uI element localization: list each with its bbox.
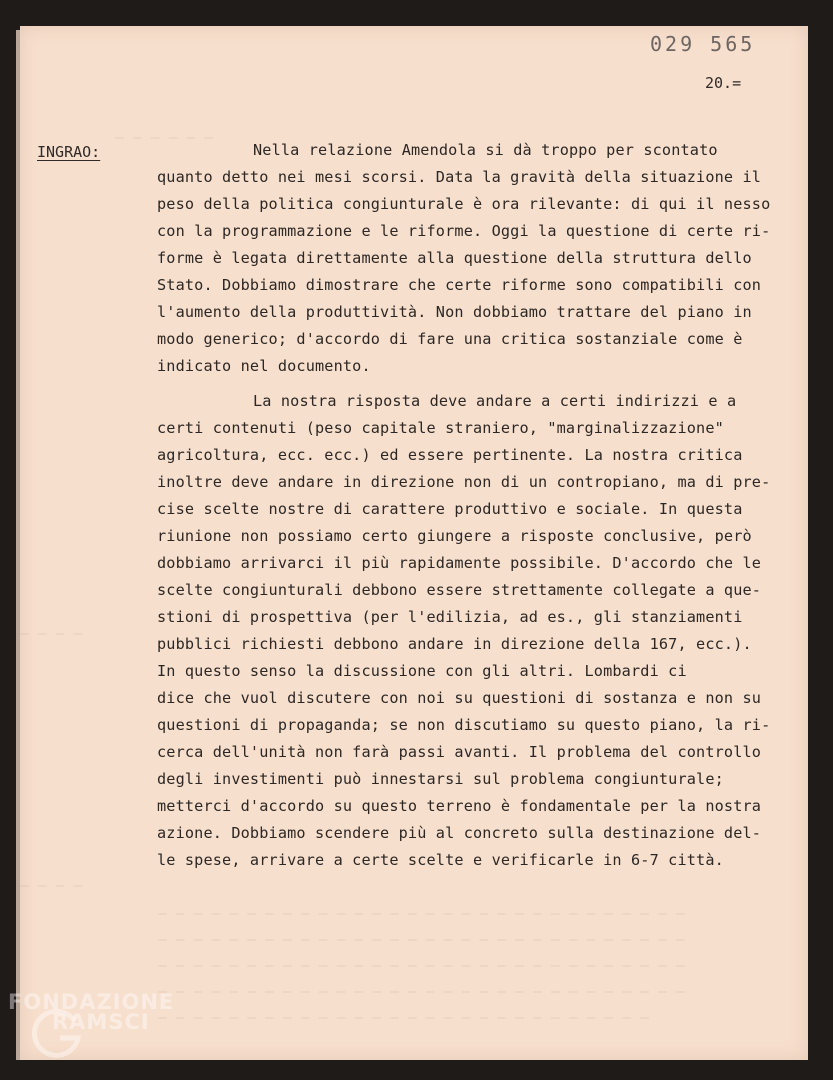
page-number: 20.= [705, 74, 742, 92]
body-line: dobbiamo arrivarci il più rapidamente possibile. D'accordo che le [157, 554, 762, 572]
body-line: le spese, arrivare a certe scelte e verificarle in 6-7 città. [157, 851, 724, 869]
fondazione-gramsci-watermark [8, 990, 218, 1060]
body-line: dice che vuol discutere con noi su questioni di sostanza e non su [157, 689, 762, 707]
body-line: indicato nel documento. [157, 357, 371, 375]
body-line: certi contenuti (peso capitale straniero, "marginalizzazione" [157, 419, 724, 437]
body-line: cerca dell'unità non farà passi avanti. Il problema del controllo [157, 743, 762, 761]
body-line: In questo senso la discussione con gli altri. Lombardi ci [157, 662, 687, 680]
watermark-line-1: FONDAZIONE [8, 990, 175, 1014]
body-line: l'aumento della produttività. Non dobbiamo trattare del piano in [157, 303, 752, 321]
body-line: pubblici richiesti debbono andare in direzione della 167, ecc.). [157, 635, 752, 653]
body-line: con la programmazione e le riforme. Oggi la questione di certe ri- [157, 222, 771, 240]
body-line: azione. Dobbiamo scendere più al concreto sulla destinazione del- [157, 824, 762, 842]
body-line: inoltre deve andare in direzione non di un contropiano, ma di pre- [157, 473, 771, 491]
body-line: forme è legata direttamente alla questione della struttura dello [157, 249, 752, 267]
bleed-through-mark: — — — — [20, 878, 83, 894]
bleed-through-mark: — — — — — — — — — — — — — — — — — — — — — — — — — — — — — — [158, 906, 685, 922]
body-line: degli investimenti può innestarsi sul problema congiunturale; [157, 770, 724, 788]
watermark-line-2: RAMSCI [52, 1010, 150, 1034]
body-line: La nostra risposta deve andare a certi indirizzi e a [253, 392, 737, 410]
body-line: modo generico; d'accordo di fare una critica sostanziale come è [157, 330, 743, 348]
body-line: questioni di propaganda; se non discutiamo su questo piano, la ri- [157, 716, 771, 734]
body-line: riunione non possiamo certo giungere a risposte conclusive, però [157, 527, 752, 545]
bleed-through-mark: — — — — — — — — — — — — — — — — — — — — — — — — — — — — — — [158, 932, 685, 948]
body-line: quanto detto nei mesi scorsi. Data la gravità della situazione il [157, 168, 762, 186]
body-line: scelte congiunturali debbono essere strettamente collegate a que- [157, 581, 762, 599]
body-line: metterci d'accordo su questo terreno è fondamentale per la nostra [157, 797, 762, 815]
archive-number: 029 565 [650, 32, 756, 56]
bleed-through-mark: — — — — — — — — — — — — — — — — — — — — — — — — — — — — [158, 1010, 650, 1026]
body-line: Stato. Dobbiamo dimostrare che certe riforme sono compatibili con [157, 276, 762, 294]
body-line: peso della politica congiunturale è ora rilevante: di qui il nesso [157, 195, 771, 213]
speaker-label: INGRAO: [37, 143, 101, 161]
body-line: agricoltura, ecc. ecc.) ed essere pertinente. La nostra critica [157, 446, 743, 464]
bleed-through-mark: — — — — [20, 626, 83, 642]
body-line: cise scelte nostre di carattere produttivo e sociale. In questa [157, 500, 743, 518]
body-line: Nella relazione Amendola si dà troppo per scontato [253, 141, 718, 159]
bleed-through-mark: — — — — — — — — — — — — — — — — — — — — — — — — — — — — — — [158, 958, 685, 974]
body-line: stioni di prospettiva (per l'edilizia, ad es., gli stanziamenti [157, 608, 743, 626]
bleed-through-mark: — — — — — — [115, 130, 214, 146]
bleed-through-mark: — — — — — — — — — — — — — — — — — — — — — — — — — — — — — — [158, 984, 685, 1000]
